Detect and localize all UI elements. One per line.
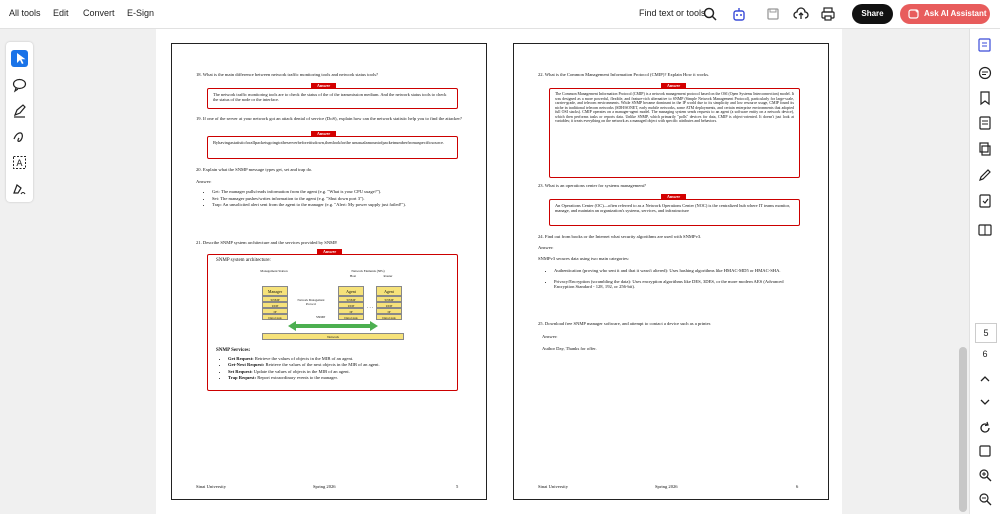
manager-box: Manager <box>262 286 288 296</box>
select-cursor-icon[interactable] <box>11 50 28 67</box>
list-item: • Set Request: Update the values of objects in the MIB of an agent. <box>228 369 458 374</box>
zoom-in-icon[interactable] <box>978 468 992 482</box>
network-bar: Network <box>262 333 404 340</box>
bookmark-icon[interactable] <box>977 90 993 106</box>
layer-data-link: Data Link <box>262 314 288 320</box>
share-button[interactable]: Share <box>852 4 893 24</box>
answer-18: The network traffic monitoring tools are to check the status of the of the transmission medium. And the network status tools to check the status of the node or the interface. <box>207 88 458 109</box>
snmp-services-list <box>216 355 458 382</box>
manager-stack <box>262 286 288 320</box>
nmp-label: Network Management Protocol <box>297 298 325 306</box>
answer-24-list <box>542 267 804 291</box>
highlight-pen-icon[interactable] <box>11 102 28 119</box>
menu-convert[interactable]: Convert <box>83 8 115 18</box>
list-item: • Authentication (proving who sent it and that it wasn't altered): Uses hashing algorithms like HMAC-MD5 or HMAC-SHA. <box>554 268 804 274</box>
save-icon[interactable] <box>765 6 781 22</box>
menu-all-tools[interactable]: All tools <box>9 8 41 18</box>
current-page-indicator[interactable]: 5 <box>975 323 997 343</box>
agent-box: Agent <box>338 286 364 296</box>
question-24: 24. Find out from books or the Internet what security algorithms are used with SNMPv3. <box>538 234 702 239</box>
question-23: 23. What is an operations center for systems management? <box>538 183 646 188</box>
draw-freehand-icon[interactable] <box>11 128 28 145</box>
comment-panel-icon[interactable] <box>977 65 993 81</box>
footer-left: Sinai University <box>196 484 226 489</box>
menu-edit[interactable]: Edit <box>53 8 69 18</box>
answer-tag: Answer <box>311 131 336 136</box>
text-box-icon[interactable] <box>11 154 28 171</box>
ai-assistant-button[interactable] <box>900 4 990 24</box>
ai-tools-icon[interactable] <box>731 6 747 22</box>
more-tools-icon[interactable] <box>977 193 993 209</box>
sign-icon[interactable] <box>11 180 28 197</box>
question-25: 25. Download free SNMP manager software, and attempt to contact a device such as a printer. <box>538 321 712 326</box>
ai-sparkle-icon <box>908 8 920 20</box>
rotate-icon[interactable] <box>978 421 992 435</box>
zoom-out-icon[interactable] <box>978 492 992 506</box>
snmp-services-title: SNMP Services: <box>216 348 251 353</box>
question-19: 19. If one of the server at your network got an attack denial of service (DoS), explain how can the network statistic help you to find the attacker? <box>196 116 462 121</box>
management-station-label: Management Station <box>260 269 288 273</box>
left-tool-panel <box>6 42 33 202</box>
right-tool-rail <box>969 29 1000 514</box>
upload-cloud-icon[interactable] <box>793 6 809 22</box>
print-icon[interactable] <box>820 6 836 22</box>
layer-snmp: SNMP <box>376 296 402 302</box>
layer-data-link: Data Link <box>376 314 402 320</box>
network-elements-label: Network Elements (NEs) <box>351 269 385 273</box>
footer-page-number: 6 <box>796 484 799 489</box>
answer-25: Author Day, Thanks for offer. <box>542 346 597 351</box>
list-item: • Get-Next Request: Retrieve the values of the next objects in the MIB of an agent. <box>228 362 458 367</box>
pdf-page-5 <box>171 43 487 500</box>
layer-snmp: SNMP <box>338 296 364 302</box>
chevron-up-icon[interactable] <box>979 373 991 385</box>
snmp-architecture-title: SNMP system architecture: <box>216 258 271 263</box>
search-icon[interactable] <box>702 6 718 22</box>
fit-page-icon[interactable] <box>978 444 992 458</box>
answer-20-label: Answer: <box>196 179 212 184</box>
top-toolbar <box>0 0 1000 29</box>
answer-19: Byhavingastatisticforallpacketsgoingtotheserverbeforeitisdown,thenlookforthe unusualamountofpacketnumberfromaspecificsource. <box>207 136 458 159</box>
footer-left: Sinai University <box>538 484 568 489</box>
answer-tag: Answer <box>661 194 686 199</box>
agent-stack-host <box>338 286 364 320</box>
question-22: 22. What is the Common Management Information Protocol (CMIP)? Explain How it works. <box>538 72 710 77</box>
agent-stack-router <box>376 286 402 320</box>
comment-icon[interactable] <box>11 76 28 93</box>
menu-esign[interactable]: E-Sign <box>127 8 155 18</box>
footer-mid: Spring 2026 <box>655 484 678 489</box>
scrollbar-thumb[interactable] <box>959 347 967 512</box>
layer-data-link: Data Link <box>338 314 364 320</box>
pdf-page-6 <box>513 43 829 500</box>
layer-ip: IP <box>376 308 402 314</box>
find-text-button[interactable]: Find text or tools <box>639 8 706 18</box>
ai-summary-icon[interactable] <box>977 37 993 53</box>
answer-25-label: Answer: <box>542 334 558 339</box>
host-label: Host <box>349 274 357 278</box>
agent-box: Agent <box>376 286 402 296</box>
answer-tag: Answer <box>317 249 342 254</box>
answer-24-label: Answer: <box>538 245 554 250</box>
answer-20-list <box>200 188 466 209</box>
footer-mid: Spring 2026 <box>313 484 336 489</box>
layer-udp: UDP <box>376 302 402 308</box>
layer-ip: IP <box>338 308 364 314</box>
svg-text:A: A <box>16 159 23 169</box>
layer-udp: UDP <box>338 302 364 308</box>
list-item: • Set: The manager pushes/writes information to the agent (e.g. "Shut down port 3"). <box>212 196 466 202</box>
answer-21 <box>207 254 458 391</box>
layer-snmp: SNMP <box>262 296 288 302</box>
snmp-arrow-label: SNMP <box>316 315 326 319</box>
question-18: 18. What is the main difference between network traffic monitoring tools and network status tools? <box>196 72 379 77</box>
layer-ip: IP <box>262 308 288 314</box>
chevron-down-icon[interactable] <box>979 396 991 408</box>
ellipsis: . . . <box>367 305 374 310</box>
vertical-scrollbar[interactable] <box>958 29 968 514</box>
list-item: • Get: The manager pulls/reads information from the agent (e.g. "What is your CPU usage?"). <box>212 189 466 195</box>
snmp-architecture-diagram <box>258 269 428 345</box>
list-item: • Get Request: Retrieve the values of objects in the MIB of an agent. <box>228 356 458 361</box>
snmp-arrow-icon <box>288 319 378 333</box>
edit-icon[interactable] <box>977 167 993 183</box>
list-item: • Trap: An unsolicited alert sent from the agent to the manager (e.g. "Alert: My power supply just failed!"). <box>212 202 466 208</box>
answer-23: An Operations Center (OC)—often referred to as a Network Operations Center (NOC) is the centralized hub where IT teams monitor, manage, and maintain an organization's systems, services, and infrastructure <box>549 199 800 226</box>
answer-22: The Common Management Information Protocol (CMIP) is a network management protocol based on the OSI (Open Systems Interconnection) model. It was designed as a more powerful, flexible, and feature-rich alternative to SNMP (Simple Network Management Protocol), particularly for large-scale, carrier-grade, and telecom environments. While SNMP became dominant in the IP world due to its simplicity and low resource usage, CMIP found its niche in traditional telecom networks (SDH/SONET, early mobile networks, some ATM deployments, and certain enterprise environments that adopted full OSI stacks). CMIP operates on a manager-agent model. The managing system sends requests to an agent (a software entity on a network device), which then performs tasks or reports data. Unlike SNMP, which primarily "polls" devices for data, CMIP is object-oriented. It doesn't just look at variables; it treats everything on the network as a managed object with specific attributes and behaviors. <box>549 88 800 178</box>
copy-icon[interactable] <box>977 141 993 157</box>
list-item: • Trap Request: Report extraordinary events to the manager. <box>228 375 458 380</box>
router-label: Router <box>383 274 393 278</box>
ai-assistant-label: Ask AI Assistant <box>924 9 987 18</box>
answer-24-intro: SNMPv3 secures data using two main categories: <box>538 256 630 261</box>
next-page-number[interactable]: 6 <box>982 349 988 359</box>
reading-mode-icon[interactable] <box>977 222 993 238</box>
export-pdf-icon[interactable] <box>977 115 993 131</box>
answer-tag: Answer <box>661 83 686 88</box>
question-20: 20. Explain what the SNMP message types get, set and trap do. <box>196 167 313 172</box>
list-item: • Privacy/Encryption (scrambling the data): Uses encryption algorithms like DES, 3DES, or the more modern AES (Advanced Encryption Standard - 128, 192, or 256-bit). <box>554 279 804 290</box>
answer-tag: Answer <box>311 83 336 88</box>
layer-udp: UDP <box>262 302 288 308</box>
question-21: 21. Describe SNMP system architecture and the services provided by SNMP. <box>196 240 338 245</box>
footer-page-number: 5 <box>456 484 459 489</box>
